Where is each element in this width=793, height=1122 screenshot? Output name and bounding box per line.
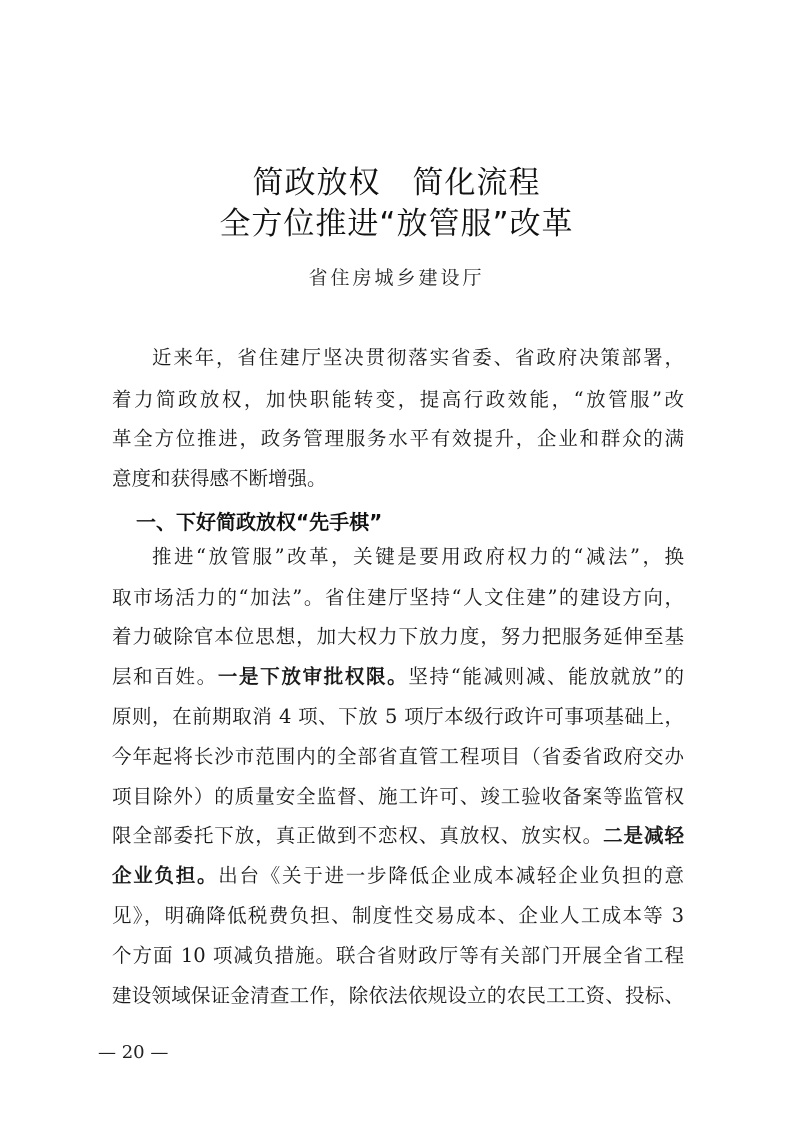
page-number: — 20 — — [98, 1042, 169, 1063]
title-line-1: 简政放权 简化流程 — [252, 165, 541, 201]
text-run: 层和百姓。 — [112, 665, 218, 688]
highlight-run: 二是减轻 — [603, 824, 684, 847]
intro-line-3: 革全方位推进，政务管理服务水平有效提升，企业和群众的满 — [112, 427, 684, 450]
highlight-run: 企业负担。 — [112, 864, 219, 887]
section-line-6: 今年起将长沙市范围内的全部省直管工程项目（省委省政府交办 — [112, 745, 684, 768]
author: 省住房城乡建设厅 — [308, 267, 485, 289]
title-line-2: 全方位推进“放管服”改革 — [219, 206, 574, 242]
section-line-3: 着力破除官本位思想，加大权力下放力度，努力把服务延伸至基 — [112, 625, 684, 648]
section-heading: 一、下好简政放权“先手棋” — [136, 510, 383, 534]
section-line-12: 建设领域保证金清查工作，除依法依规设立的农民工工资、投标、 — [112, 984, 684, 1007]
section-line-9 — [112, 862, 684, 890]
intro-line-2: 着力简政放权，加快职能转变，提高行政效能，“放管服”改 — [112, 388, 684, 411]
section-line-1: 推进“放管服”改革，关键是要用政府权力的“减法”，换 — [152, 545, 684, 568]
section-line-11: 个方面 10 项减负措施。联合省财政厅等有关部门开展全省工程 — [112, 944, 684, 967]
section-line-5: 原则，在前期取消 4 项、下放 5 项厅本级行政许可事项基础上， — [112, 705, 684, 728]
intro-line-1: 近来年，省住建厅坚决贯彻落实省委、省政府决策部署， — [152, 346, 684, 369]
section-line-2: 取市场活力的“加法”。省住建厅坚持“人文住建”的建设方向， — [112, 586, 684, 609]
section-line-7: 项目除外）的质量安全监督、施工许可、竣工验收备案等监管权 — [112, 785, 684, 808]
section-line-4 — [112, 663, 684, 691]
text-run: 坚持“能减则减、能放就放”的 — [408, 665, 684, 688]
section-line-8 — [112, 822, 684, 850]
highlight-run: 一是下放审批权限。 — [217, 665, 409, 688]
text-run: 出台《关于进一步降低企业成本减轻企业负担的意 — [218, 864, 684, 887]
text-run: 限全部委托下放，真正做到不恋权、真放权、放实权。 — [112, 824, 604, 847]
section-line-10: 见》，明确降低税费负担、制度性交易成本、企业人工成本等 3 — [112, 904, 684, 927]
intro-line-4: 意度和获得感不断增强。 — [112, 467, 327, 490]
